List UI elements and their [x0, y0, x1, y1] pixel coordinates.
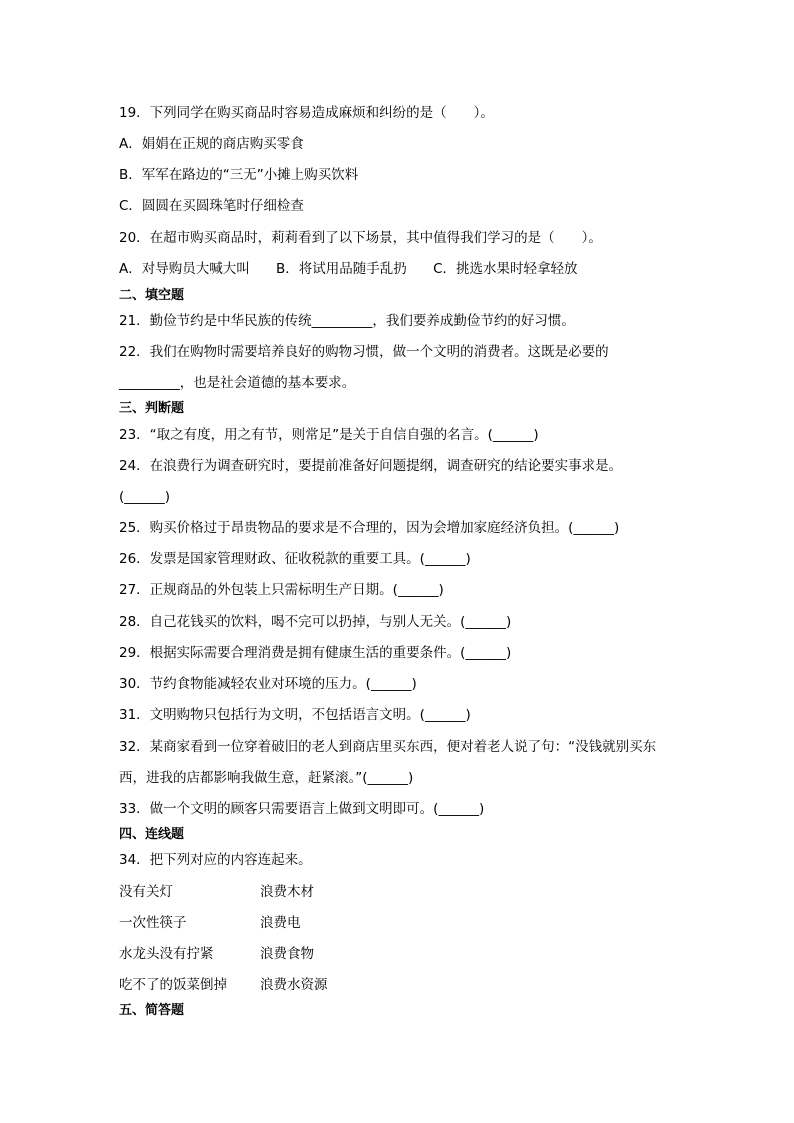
match-left-item: 吃不了的饭菜倒掉	[119, 977, 227, 993]
question-20-options	[119, 259, 578, 279]
section-short-heading: 五、简答题	[119, 1003, 185, 1018]
question-33: 33．做一个文明的顾客只需要语言上做到文明即可。(______)	[119, 801, 485, 817]
question-21: 21．勤俭节约是中华民族的传统_________，我们要养成勤俭节约的好习惯。	[119, 313, 575, 329]
question-22-line-1: 22．我们在购物时需要培养良好的购物习惯，做一个文明的消费者。这既是必要的	[119, 344, 609, 360]
section-match-heading: 四、连线题	[119, 827, 185, 842]
question-23: 23．“取之有度，用之有节，则常足”是关于自信自强的名言。(______)	[119, 427, 539, 443]
question-28: 28．自己花钱买的饮料，喝不完可以扔掉，与别人无关。(______)	[119, 614, 512, 630]
question-24-line-1: 24．在浪费行为调查研究时，要提前准备好问题提纲，调查研究的结论要实事求是。	[119, 458, 623, 474]
question-26: 26．发票是国家管理财政、征收税款的重要工具。(______)	[119, 551, 471, 567]
section-fill-heading: 二、填空题	[119, 288, 185, 303]
question-20-option-a: A．对导购员大喊大叫	[119, 261, 250, 277]
question-20-stem: 20．在超市购买商品时，莉莉看到了以下场景，其中值得我们学习的是（ ）。	[119, 230, 602, 246]
match-row	[119, 913, 187, 933]
question-30: 30．节约食物能减轻农业对环境的压力。(______)	[119, 676, 417, 692]
question-19-stem: 19．下列同学在购买商品时容易造成麻烦和纠纷的是（ ）。	[119, 105, 494, 121]
question-25: 25．购买价格过于昂贵物品的要求是不合理的，因为会增加家庭经济负担。(______)	[119, 520, 620, 536]
section-judge-heading: 三、判断题	[119, 401, 185, 416]
match-right-item: 浪费食物	[260, 946, 314, 962]
match-right-item: 浪费水资源	[260, 977, 328, 993]
match-row	[119, 975, 227, 995]
question-20-option-b: B．将试用品随手乱扔	[276, 261, 407, 277]
match-right-item: 浪费电	[260, 915, 301, 931]
question-29: 29．根据实际需要合理消费是拥有健康生活的重要条件。(______)	[119, 645, 512, 661]
question-24-line-2: (______)	[119, 489, 171, 505]
question-22-line-2: _________，也是社会道德的基本要求。	[119, 375, 356, 391]
question-19-option-c: C．圆圆在买圆珠笔时仔细检查	[119, 198, 304, 214]
match-right-item: 浪费木材	[260, 884, 314, 900]
question-20-option-c: C．挑选水果时轻拿轻放	[433, 261, 578, 277]
question-27: 27．正规商品的外包装上只需标明生产日期。(______)	[119, 582, 444, 598]
match-left-item: 一次性筷子	[119, 915, 187, 931]
question-19-option-a: A．娟娟在正规的商店购买零食	[119, 136, 304, 152]
match-row	[119, 944, 214, 964]
question-34: 34．把下列对应的内容连起来。	[119, 852, 312, 868]
question-32-line-2: 西，进我的店都影响我做生意，赶紧滚。”(______)	[119, 770, 414, 786]
question-32-line-1: 32．某商家看到一位穿着破旧的老人到商店里买东西，便对着老人说了句：“没钱就别买东	[119, 739, 657, 755]
match-left-item: 水龙头没有拧紧	[119, 946, 214, 962]
question-31: 31．文明购物只包括行为文明，不包括语言文明。(______)	[119, 707, 471, 723]
match-row	[119, 882, 173, 902]
question-19-option-b: B．军军在路边的“三无”小摊上购买饮料	[119, 167, 359, 183]
match-left-item: 没有关灯	[119, 884, 173, 900]
